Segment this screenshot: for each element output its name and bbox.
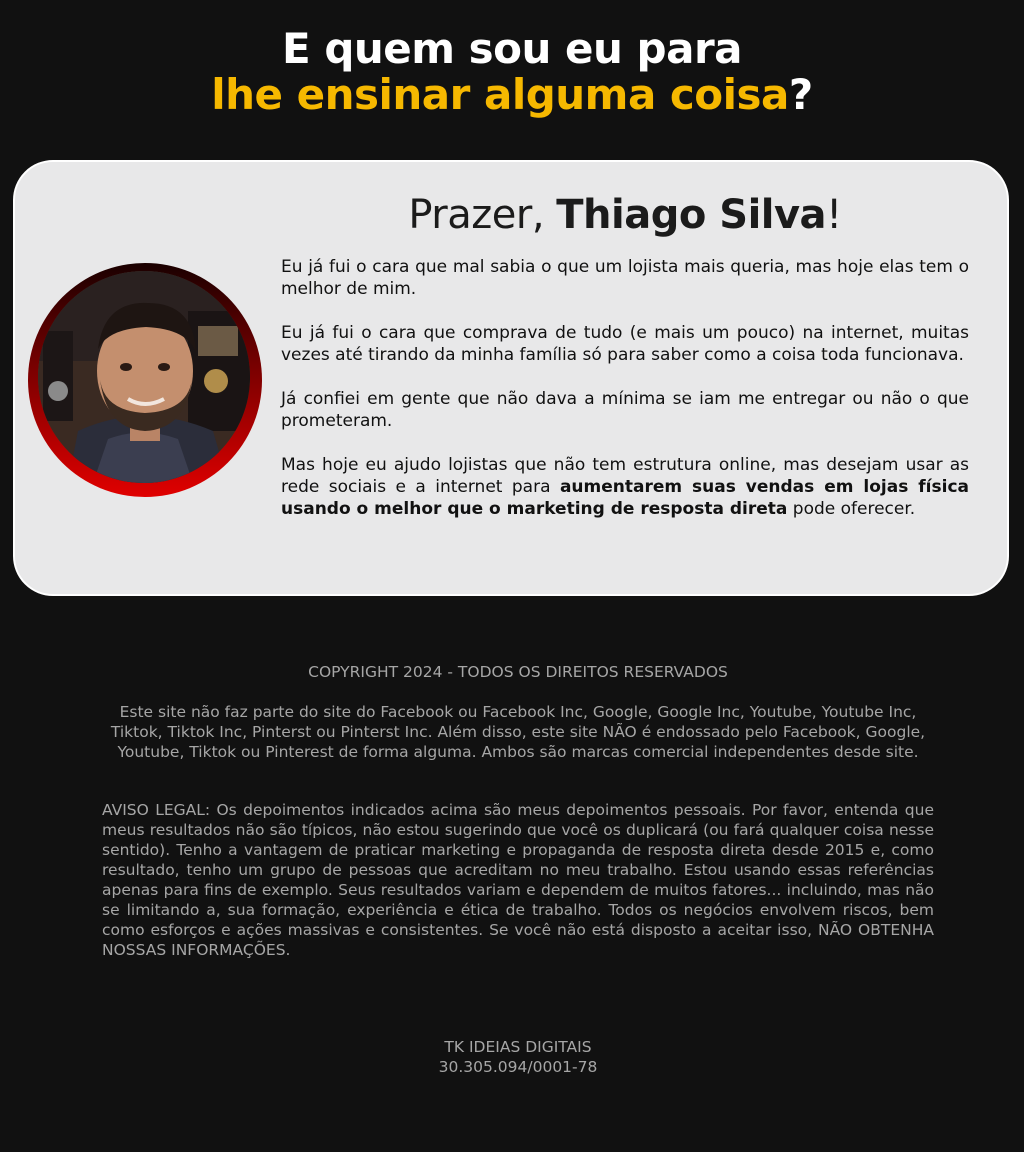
person-name: Thiago Silva <box>556 192 827 238</box>
company-id: 30.305.094/0001-78 <box>438 1058 598 1076</box>
avatar-ring <box>28 263 262 497</box>
bio-paragraph-4-end: pode oferecer. <box>787 499 916 519</box>
profile-photo-icon <box>38 271 250 483</box>
headline-line-1: E quem sou eu para <box>282 24 742 73</box>
bio-paragraph-1: Eu já fui o cara que mal sabia o que um lojista mais queria, mas hoje elas tem o melhor de mim. <box>281 257 969 299</box>
greeting-title <box>265 190 985 240</box>
headline-accent: lhe ensinar alguma coisa <box>211 70 789 119</box>
company-name: TK IDEIAS DIGITAIS <box>444 1038 592 1056</box>
headline-line-2 <box>0 72 1024 118</box>
bio-paragraph-2: Eu já fui o cara que comprava de tudo (e mais um pouco) na internet, muitas vezes até tirando da minha família só para saber como a coisa toda funcionava. <box>281 323 969 365</box>
greeting-prefix: Prazer, <box>408 192 557 238</box>
headline-question-mark: ? <box>788 70 813 119</box>
about-card <box>13 160 1009 596</box>
bio-paragraph-4-highlight: aumentarem suas vendas em lojas física usando o melhor que o marketing de resposta direta <box>281 477 969 519</box>
bio-paragraph-3: Já confiei em gente que não dava a mínima se iam me entregar ou não o que prometeram. <box>281 389 969 431</box>
section-headline <box>0 26 1024 118</box>
bio-paragraph-4 <box>281 454 969 520</box>
company-info <box>102 1037 934 1077</box>
bio-paragraph-4-start: Mas hoje eu ajudo lojistas que não tem estrutura online, mas desejam usar as rede sociais e a internet para <box>281 455 969 497</box>
legal-notice: AVISO LEGAL: Os depoimentos indicados acima são meus depoimentos pessoais. Por favor, entenda que meus resultados não são típicos, não estou sugerindo que você os duplicará (ou fará qualquer coisa nesse sentido). Tenho a vantagem de praticar marketing e propaganda de resposta direta desde 2015 e, como resultado, tenho um grupo de pessoas que acreditam no meu trabalho. Estou usando essas referências apenas para fins de exemplo. Seus resultados variam e dependem de muitos fatores... incluindo, mas não se limitando a, sua formação, experiência e ética de trabalho. Todos os negócios envolvem riscos, bem como esforços e ações massivas e consistentes. Se você não está disposto a aceitar isso, NÃO OBTENHA NOSSAS INFORMAÇÕES. <box>102 801 934 959</box>
disclaimer-text: Este site não faz parte do site do Facebook ou Facebook Inc, Google, Google Inc, Youtube, Youtube Inc, Tiktok, Tiktok Inc, Pinterst ou Pinterst Inc. Além disso, este site NÃO é endossado pelo Facebook, Google, Youtube, Tiktok ou Pinterest de forma alguma. Ambos são marcas comercial independentes desde site. <box>110 703 926 761</box>
greeting-exclaim: ! <box>826 192 842 238</box>
avatar <box>38 271 250 483</box>
copyright-text: COPYRIGHT 2024 - TODOS OS DIREITOS RESERVADOS <box>308 663 728 681</box>
bio-text <box>281 256 969 520</box>
